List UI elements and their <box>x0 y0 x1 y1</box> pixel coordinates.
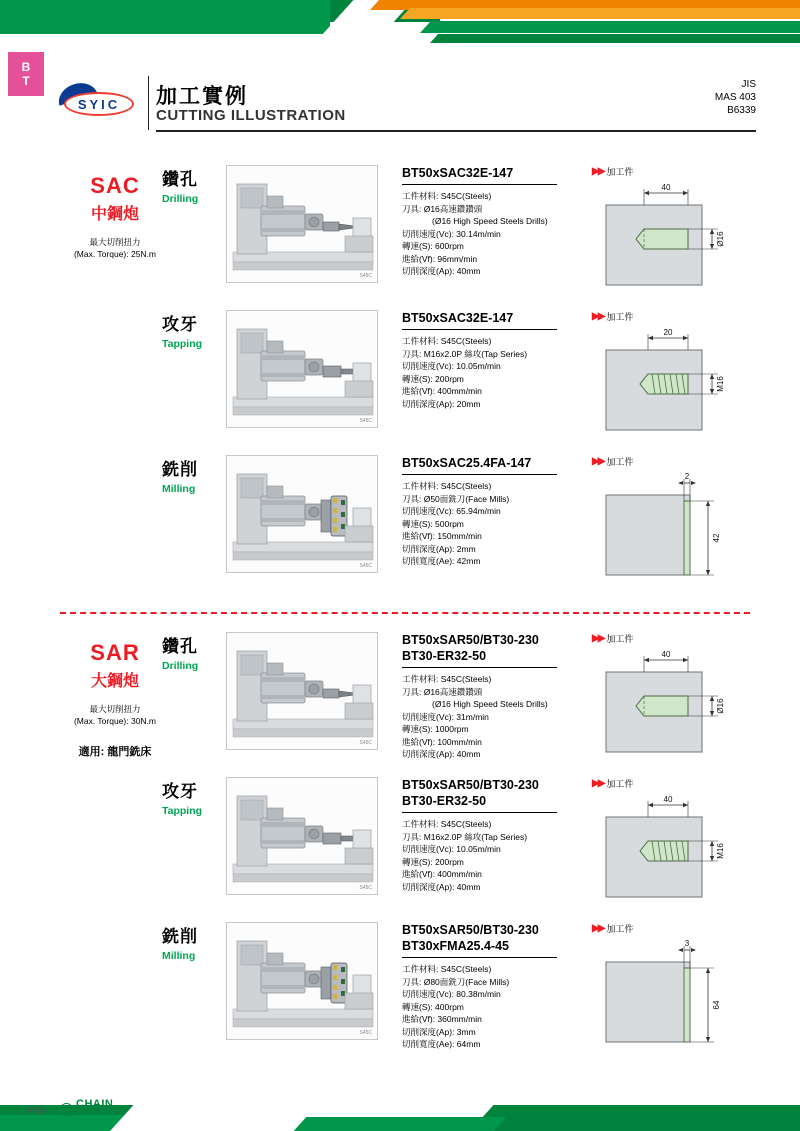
svg-text:20: 20 <box>663 328 673 337</box>
workpiece-canvas <box>592 471 752 583</box>
torque-line-2: (Max. Torque): 30N.m <box>73 716 157 726</box>
workpiece-label: 加工件 <box>606 167 634 177</box>
page-footer <box>0 1085 800 1131</box>
workpiece-drawing <box>592 455 752 585</box>
banner-diagonal-dark-green <box>430 34 800 43</box>
brand-name-line-2: HEADWAY <box>76 1111 117 1117</box>
operation-name-en: Drilling <box>162 193 199 205</box>
illustration-row <box>0 922 800 1067</box>
spec-line: 轉速(S): 200rpm <box>402 856 464 867</box>
spec-line: 轉速(S): 1000rpm <box>402 724 469 734</box>
svg-text:M16: M16 <box>716 376 725 392</box>
operation-label <box>162 310 224 350</box>
svg-text:40: 40 <box>663 795 673 804</box>
illustration-row <box>0 777 800 922</box>
standard-line-2: MAS 403 <box>714 92 756 103</box>
spec-line: 進給(Vf): 400mm/min <box>402 386 482 396</box>
product-section-sac <box>0 165 800 600</box>
spec-line: 切削速度(Vc): 31m/min <box>402 711 489 722</box>
spec-block <box>402 922 592 1051</box>
tool-assembly-title: BT50xSAR50/BT30-230 <box>402 778 539 792</box>
double-arrow-icon: ▶▶ <box>592 311 604 322</box>
spec-line: 工件材料: S45C(Steels) <box>402 964 492 974</box>
spec-line: 工件材料: S45C(Steels) <box>402 191 492 201</box>
tool-assembly-title: BT50xSAR50/BT30-230 <box>402 633 539 647</box>
spec-underline <box>402 329 557 330</box>
tool-assembly-title-2: BT30xFMA25.4-45 <box>402 939 509 953</box>
spec-line: 切削速度(Vc): 80.38m/min <box>402 989 501 999</box>
spec-line: 進給(Vf): 400mm/min <box>402 869 482 879</box>
footer-diagonal-green <box>294 1117 507 1131</box>
spec-underline <box>402 184 557 185</box>
spec-line: (Ø16 High Speed Steels Drills) <box>432 699 548 709</box>
svg-text:64: 64 <box>712 1000 721 1010</box>
workpiece-label: 加工件 <box>606 924 634 934</box>
workpiece-drawing <box>592 922 752 1052</box>
operation-name-en: Tapping <box>162 805 203 817</box>
spec-line: 工件材料: S45C(Steels) <box>402 674 492 684</box>
photo-material-tag: S45C <box>359 1030 372 1036</box>
spec-underline <box>402 667 557 668</box>
spec-line: 刀具: M16x2.0P 絲攻(Tap Series) <box>402 348 528 359</box>
svg-text:40: 40 <box>661 183 671 192</box>
operation-label <box>162 777 224 817</box>
section-tab-line-1: B <box>21 60 31 74</box>
spec-line: 切削深度(Ap): 20mm <box>402 398 481 409</box>
page-title-zh: 加工實例 <box>156 85 248 108</box>
tool-assembly-title: BT50xSAC32E-147 <box>402 311 514 325</box>
workpiece-header <box>592 922 752 935</box>
photo-material-tag: S45C <box>359 563 372 569</box>
double-arrow-icon: ▶▶ <box>592 633 604 644</box>
spec-line: 切削深度(Ap): 2mm <box>402 543 476 554</box>
workpiece-label: 加工件 <box>606 457 634 467</box>
spec-underline <box>402 474 557 475</box>
spec-line: 切削寬度(Ae): 42mm <box>402 556 481 566</box>
operation-name-zh: 鑽孔 <box>162 637 198 656</box>
spec-line: 工件材料: S45C(Steels) <box>402 336 492 346</box>
top-banner <box>0 0 800 52</box>
tool-assembly-title: BT50xSAR50/BT30-230 <box>402 923 539 937</box>
section-subtitle: 大鋼炮 <box>90 673 139 690</box>
page-header <box>56 74 756 136</box>
operation-label <box>162 922 224 962</box>
machining-photo <box>226 777 378 895</box>
spec-line: 切削速度(Vc): 30.14m/min <box>402 228 501 239</box>
banner-green-bar-2 <box>0 0 330 34</box>
operation-label <box>162 632 224 672</box>
spec-line: 切削速度(Vc): 65.94m/min <box>402 506 501 516</box>
machining-photo <box>226 165 378 283</box>
torque-line-1: 最大切削扭力 <box>89 237 141 247</box>
header-divider-vertical <box>148 76 149 130</box>
spec-block <box>402 455 592 568</box>
operation-label <box>162 165 224 205</box>
spec-line: 轉速(S): 200rpm <box>402 373 464 384</box>
operation-name-zh: 銑削 <box>162 927 198 946</box>
operation-name-zh: 攻牙 <box>162 782 198 801</box>
footer-brand-logo <box>60 1099 117 1119</box>
double-arrow-icon: ▶▶ <box>592 778 604 789</box>
brand-name-line-1: CHAIN <box>76 1098 114 1110</box>
torque-line-1: 最大切削扭力 <box>89 704 141 714</box>
spec-line: 刀具: Ø16高速鑽鑽頭 <box>402 686 483 697</box>
operation-name-en: Tapping <box>162 338 203 350</box>
operation-name-en: Milling <box>162 950 196 962</box>
brand-mark-icon: C <box>60 1103 73 1116</box>
operation-name-zh: 攻牙 <box>162 315 198 334</box>
tool-assembly-title: BT50xSAC32E-147 <box>402 166 514 180</box>
standards-block <box>715 78 756 117</box>
spec-block <box>402 777 592 893</box>
illustration-row <box>0 632 800 777</box>
logo-text: SYIC <box>64 92 134 116</box>
banner-diagonal-green <box>420 21 800 33</box>
spec-line: 進給(Vf): 360mm/min <box>402 1014 482 1024</box>
workpiece-canvas <box>592 326 752 438</box>
operation-name-en: Milling <box>162 483 196 495</box>
torque-line-2: (Max. Torque): 25N.m <box>73 249 157 259</box>
workpiece-canvas <box>592 793 752 905</box>
section-tab-line-2: T <box>22 74 30 88</box>
spec-line: 工件材料: S45C(Steels) <box>402 819 492 829</box>
workpiece-label: 加工件 <box>606 779 634 789</box>
workpiece-header <box>592 455 752 468</box>
photo-material-tag: S45C <box>359 273 372 279</box>
svg-text:2: 2 <box>684 472 690 481</box>
workpiece-header <box>592 165 752 178</box>
product-section-sar <box>0 632 800 1067</box>
spec-line: 轉速(S): 400rpm <box>402 1001 464 1012</box>
spec-underline <box>402 812 557 813</box>
spec-block <box>402 165 592 278</box>
spec-line: (Ø16 High Speed Steels Drills) <box>432 216 548 226</box>
section-name: SAC <box>90 173 140 198</box>
workpiece-header <box>592 632 752 645</box>
section-tab-bt <box>8 52 44 96</box>
spec-line: 刀具: M16x2.0P 絲攻(Tap Series) <box>402 831 528 842</box>
illustration-row <box>0 455 800 600</box>
spec-line: 進給(Vf): 150mm/min <box>402 531 482 541</box>
spec-line: 進給(Vf): 96mm/min <box>402 253 478 264</box>
spec-line: 切削寬度(Ae): 64mm <box>402 1039 481 1049</box>
workpiece-canvas <box>592 648 752 760</box>
machining-photo <box>226 922 378 1040</box>
spec-block <box>402 310 592 410</box>
header-rule <box>156 130 756 132</box>
operation-label <box>162 455 224 495</box>
double-arrow-icon: ▶▶ <box>592 923 604 934</box>
double-arrow-icon: ▶▶ <box>592 456 604 467</box>
spec-line: 刀具: Ø16高速鑽鑽頭 <box>402 203 483 214</box>
workpiece-drawing <box>592 777 752 907</box>
workpiece-canvas <box>592 181 752 293</box>
spec-line: 切削速度(Vc): 10.05m/min <box>402 361 501 371</box>
spec-line: 切削深度(Ap): 40mm <box>402 266 481 276</box>
svg-text:42: 42 <box>712 533 721 543</box>
workpiece-label: 加工件 <box>606 312 634 322</box>
illustration-row <box>0 310 800 455</box>
section-subtitle: 中鋼炮 <box>90 206 139 223</box>
standard-line-1: JIS <box>741 79 756 90</box>
section-application: 適用: 龍門銑床 <box>78 746 152 758</box>
spec-line: 切削深度(Ap): 40mm <box>402 881 481 892</box>
banner-diagonal-amber <box>400 8 800 19</box>
workpiece-header <box>592 777 752 790</box>
tool-assembly-title-2: BT30-ER32-50 <box>402 794 487 808</box>
spec-line: 工件材料: S45C(Steels) <box>402 481 492 491</box>
operation-name-en: Drilling <box>162 660 199 672</box>
workpiece-drawing <box>592 165 752 295</box>
workpiece-drawing <box>592 310 752 440</box>
svg-text:M16: M16 <box>716 843 725 859</box>
workpiece-header <box>592 310 752 323</box>
photo-material-tag: S45C <box>359 885 372 891</box>
tool-assembly-title: BT50xSAC25.4FA-147 <box>402 456 532 470</box>
spec-line: 轉速(S): 600rpm <box>402 241 464 251</box>
svg-text:Ø16: Ø16 <box>716 698 725 714</box>
spec-line: 進給(Vf): 100mm/min <box>402 736 482 747</box>
spec-line: 刀具: Ø50面銑刀(Face Mills) <box>402 493 510 504</box>
spec-line: 轉速(S): 500rpm <box>402 518 464 529</box>
workpiece-drawing <box>592 632 752 762</box>
machining-photo <box>226 310 378 428</box>
illustration-row <box>0 165 800 310</box>
tool-assembly-title-2: BT30-ER32-50 <box>402 649 487 663</box>
double-arrow-icon: ▶▶ <box>592 166 604 177</box>
photo-material-tag: S45C <box>359 740 372 746</box>
page-number: A034 <box>26 1105 48 1115</box>
workpiece-label: 加工件 <box>606 634 634 644</box>
spec-line: 切削速度(Vc): 10.05m/min <box>402 844 501 854</box>
svg-text:40: 40 <box>661 650 671 659</box>
spec-line: 切削深度(Ap): 40mm <box>402 749 481 759</box>
standard-line-3: B6339 <box>727 105 756 116</box>
machining-photo <box>226 455 378 573</box>
workpiece-canvas <box>592 938 752 1050</box>
spec-line: 刀具: Ø80面銑刀(Face Mills) <box>402 976 510 987</box>
syic-logo <box>56 82 144 122</box>
operation-name-zh: 銑削 <box>162 460 198 479</box>
page-title-en: CUTTING ILLUSTRATION <box>156 107 346 124</box>
section-name: SAR <box>90 640 140 665</box>
machining-photo <box>226 632 378 750</box>
svg-text:3: 3 <box>684 939 690 948</box>
spec-block <box>402 632 592 761</box>
spec-underline <box>402 957 557 958</box>
photo-material-tag: S45C <box>359 418 372 424</box>
spec-line: 切削深度(Ap): 3mm <box>402 1026 476 1037</box>
operation-name-zh: 鑽孔 <box>162 170 198 189</box>
svg-text:Ø16: Ø16 <box>716 231 725 247</box>
section-divider <box>60 612 750 614</box>
